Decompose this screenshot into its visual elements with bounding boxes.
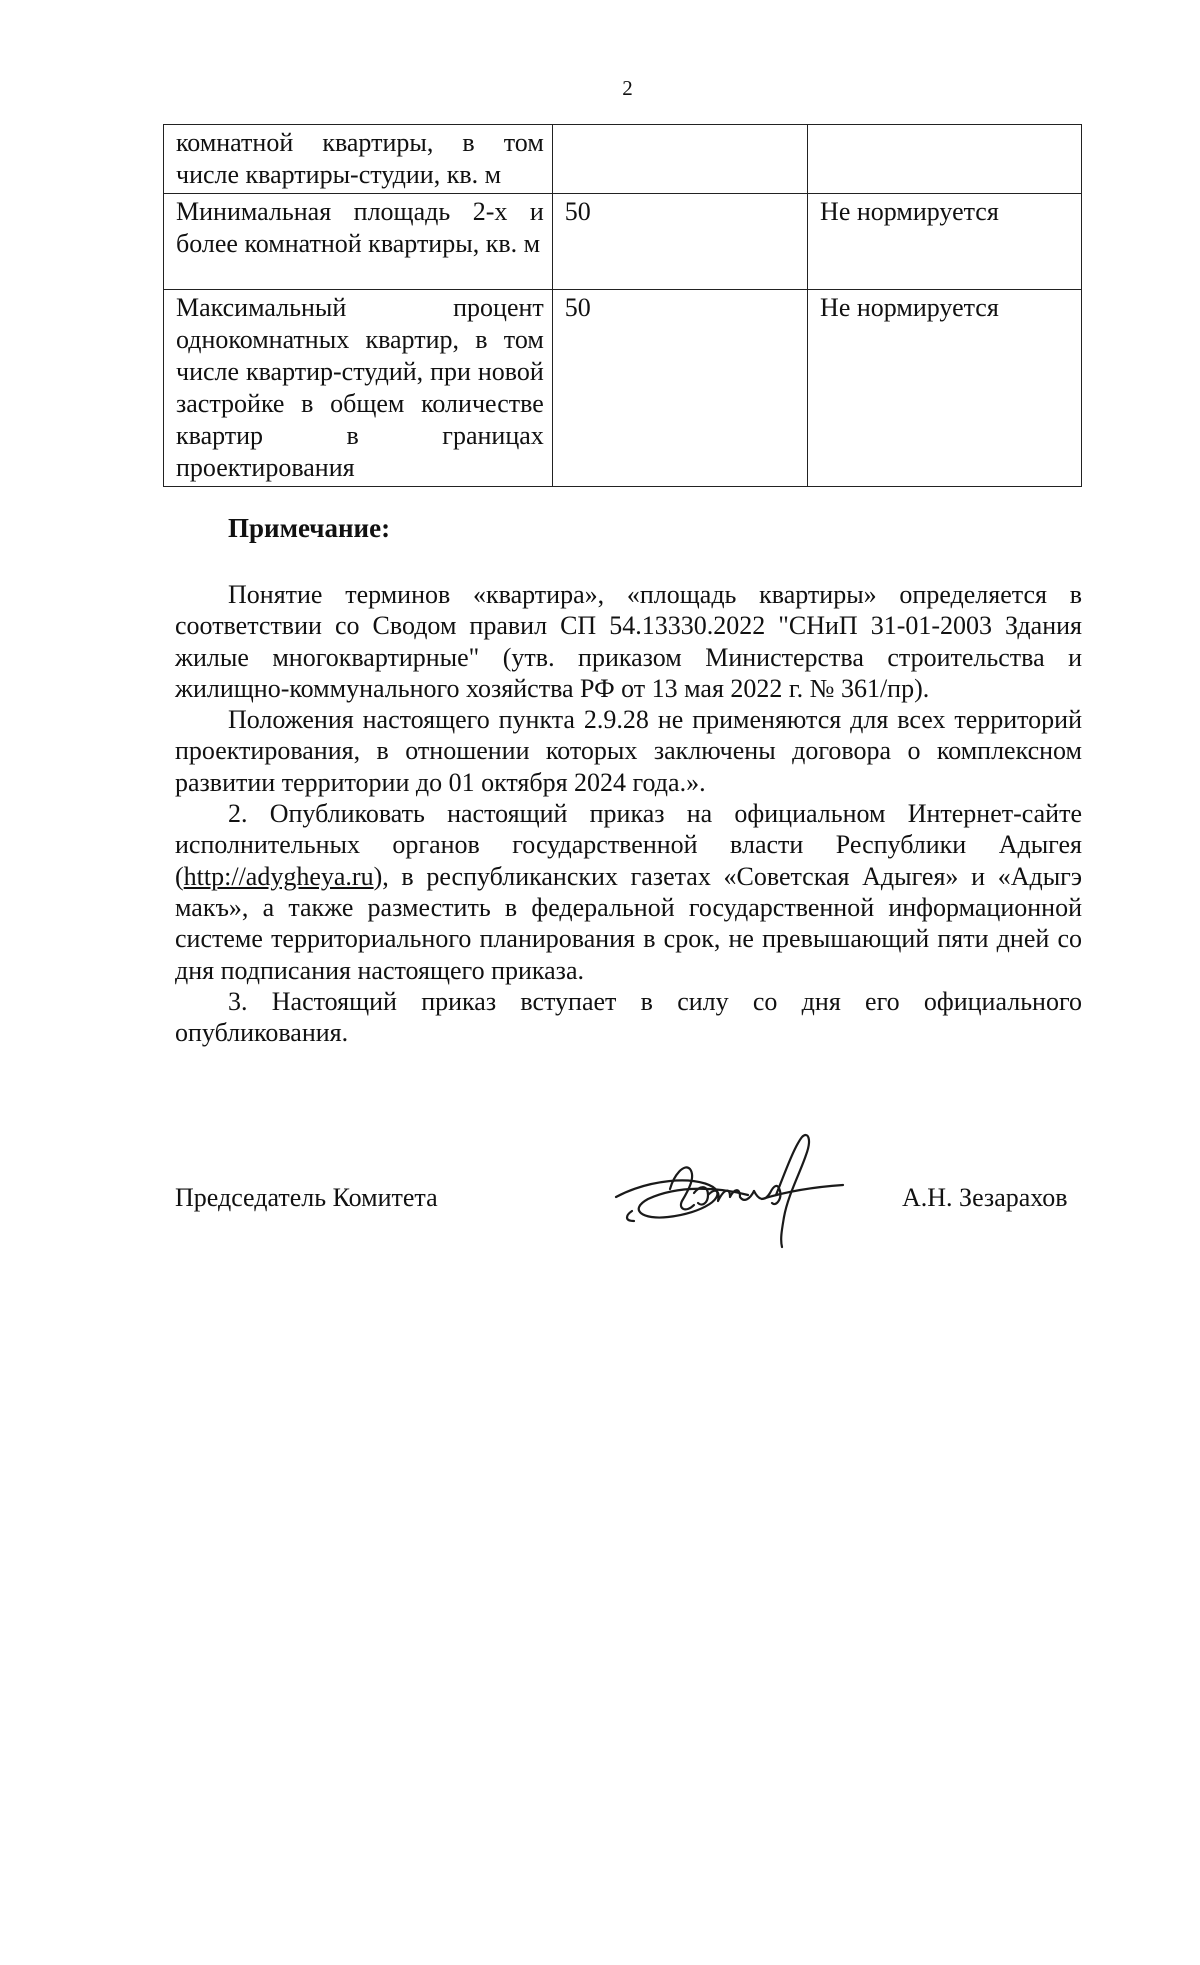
paragraph-definitions: Понятие терминов «квартира», «площадь квартиры» определяется в соответствии со Сводом правил СП 54.13330.2022 "СНиП 31-01-2003 Здания жилые многоквартирные" (утв. приказом Министерства строительства и жилищно-коммунального хозяйства РФ от 13 мая 2022 г. № 361/пр). [175,580,1082,703]
table-cell-note [808,125,1082,194]
table-row [164,290,1082,487]
table-cell-parameter: Минимальная площадь 2-х и более комнатной квартиры, кв. м [164,194,553,290]
paragraph-publication-start: 2. Опубликовать настоящий приказ на официальном Интернет-сайте исполнительных органов государственной власти Республики Адыгея ( [175,799,1082,891]
table-cell-value [552,125,807,194]
handwritten-signature [608,1125,853,1260]
table-cell-value: 50 [552,290,807,487]
document-body [175,579,1082,1048]
table-row [164,194,1082,290]
note-heading: Примечание: [228,513,391,543]
website-link[interactable]: http://adygheya.ru [183,861,374,891]
table-cell-note: Не нормируется [808,290,1082,487]
paragraph-exceptions: Положения настоящего пункта 2.9.28 не применяются для всех территорий проектирования, в отношении которых заключены договора о комплексном развитии территории до 01 октября 2024 года.». [175,705,1082,797]
table-cell-parameter: комнатной квартиры, в том числе квартиры-студии, кв. м [164,125,553,194]
page-number: 2 [622,76,633,100]
norms-table [163,124,1082,487]
table-cell-value: 50 [552,194,807,290]
paragraph-effective-date: 3. Настоящий приказ вступает в силу со дня его официального опубликования. [175,986,1082,1048]
signatory-name: А.Н. Зезарахов [902,1183,1068,1212]
paragraph-publication-end: ), в республиканских газетах «Советская Адыгея» и «Адыгэ макъ», а также разместить в федеральной государственной информационной системе территориального планирования в срок, не превышающий пяти дней со дня подписания настоящего приказа. [175,861,1082,985]
table-cell-note: Не нормируется [808,194,1082,290]
table-row [164,125,1082,194]
table-cell-parameter: Максимальный процент однокомнатных квартир, в том числе квартир-студий, при новой застройке в общем количестве квартир в границах проектирования [164,290,553,487]
paragraph-publication [175,798,1082,986]
signatory-title: Председатель Комитета [175,1183,438,1212]
